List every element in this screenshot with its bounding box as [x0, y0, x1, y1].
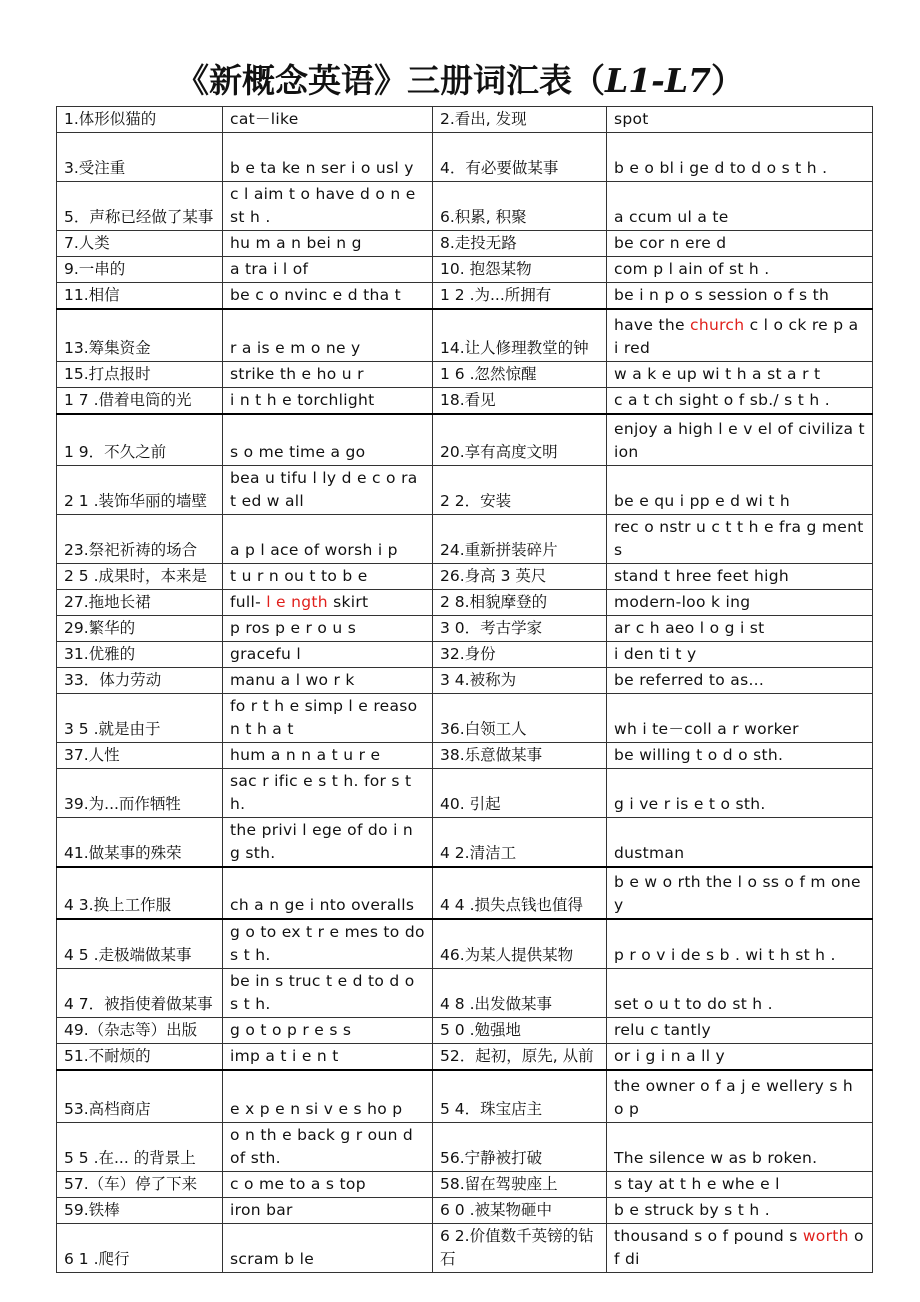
chinese-meaning-cell: 2 5 .成果时，本来是	[57, 564, 223, 590]
chinese-meaning-cell: 33．体力劳动	[57, 668, 223, 694]
english-phrase-cell: a ccum ul a te	[607, 182, 873, 231]
table-row	[57, 231, 873, 257]
table-row	[57, 414, 873, 466]
chinese-meaning-cell: 5 5 .在... 的背景上	[57, 1122, 223, 1171]
chinese-meaning-cell: 32.身份	[433, 642, 607, 668]
phrase-text: full-	[230, 593, 267, 611]
table-row	[57, 133, 873, 182]
title-close-paren: ）	[711, 61, 745, 100]
english-phrase-cell: a tra i l of	[223, 257, 433, 283]
phrase-text: c l o ck re p a i red	[614, 315, 859, 357]
english-phrase-cell: hum a n n a t u r e	[223, 743, 433, 769]
english-phrase-cell: hu m a n bei n g	[223, 231, 433, 257]
chinese-meaning-cell: 4．有必要做某事	[433, 133, 607, 182]
highlighted-word: church	[690, 315, 745, 334]
table-row	[57, 1171, 873, 1197]
chinese-meaning-cell: 6 2.价值数千英镑的钻石	[433, 1223, 607, 1272]
english-phrase-cell: s o me time a go	[223, 414, 433, 466]
title-lesson-range: L1-L7	[604, 61, 712, 100]
english-phrase-cell: com p l ain of st h .	[607, 257, 873, 283]
english-phrase-cell: r a is e m o ne y	[223, 309, 433, 361]
title-text: 《新概念英语》三册词汇表（	[175, 61, 605, 100]
english-phrase-cell: rec o nstr u c t t h e fra g ment s	[607, 515, 873, 564]
english-phrase-cell: e x p e n si v e s ho p	[223, 1070, 433, 1122]
chinese-meaning-cell: 5 0 .勉强地	[433, 1018, 607, 1044]
english-phrase-cell: spot	[607, 107, 873, 133]
table-row	[57, 182, 873, 231]
chinese-meaning-cell: 6 1 .爬行	[57, 1223, 223, 1272]
page-title	[0, 58, 920, 104]
table-row	[57, 668, 873, 694]
english-phrase-cell: or i g i n a ll y	[607, 1044, 873, 1071]
english-phrase-cell: manu a l wo r k	[223, 668, 433, 694]
english-phrase-cell	[607, 309, 873, 361]
english-phrase-cell: wh i te－coll a r worker	[607, 694, 873, 743]
chinese-meaning-cell: 40. 引起	[433, 769, 607, 818]
chinese-meaning-cell: 29.繁华的	[57, 616, 223, 642]
table-row	[57, 590, 873, 616]
chinese-meaning-cell: 6.积累, 积聚	[433, 182, 607, 231]
table-row	[57, 1197, 873, 1223]
chinese-meaning-cell: 11.相信	[57, 283, 223, 310]
english-phrase-cell: be e qu i pp e d wi t h	[607, 466, 873, 515]
english-phrase-cell: fo r t h e simp l e reason t h a t	[223, 694, 433, 743]
chinese-meaning-cell: 58.留在驾驶座上	[433, 1171, 607, 1197]
english-phrase-cell: o n th e back g r oun d of sth.	[223, 1122, 433, 1171]
english-phrase-cell: The silence w as b roken.	[607, 1122, 873, 1171]
english-phrase-cell: p r o v i de s b . wi t h st h .	[607, 919, 873, 969]
table-row	[57, 1223, 873, 1272]
english-phrase-cell: t u r n ou t to b e	[223, 564, 433, 590]
chinese-meaning-cell: 59.铁棒	[57, 1197, 223, 1223]
table-row	[57, 769, 873, 818]
chinese-meaning-cell: 4 7．被指使着做某事	[57, 969, 223, 1018]
chinese-meaning-cell: 5．声称已经做了某事	[57, 182, 223, 231]
english-phrase-cell: dustman	[607, 818, 873, 868]
english-phrase-cell: b e w o rth the l o ss o f m one y	[607, 867, 873, 919]
chinese-meaning-cell: 2 1 .装饰华丽的墙壁	[57, 466, 223, 515]
english-phrase-cell: g i ve r is e t o sth.	[607, 769, 873, 818]
table-row	[57, 694, 873, 743]
english-phrase-cell: scram b le	[223, 1223, 433, 1272]
table-row	[57, 818, 873, 868]
chinese-meaning-cell: 46.为某人提供某物	[433, 919, 607, 969]
chinese-meaning-cell: 23.祭祀祈祷的场合	[57, 515, 223, 564]
table-row	[57, 515, 873, 564]
english-phrase-cell: bea u tifu l ly d e c o ra t ed w all	[223, 466, 433, 515]
english-phrase-cell: set o u t to do st h .	[607, 969, 873, 1018]
chinese-meaning-cell: 1 6 .忽然惊醒	[433, 361, 607, 387]
table-row	[57, 564, 873, 590]
chinese-meaning-cell: 10. 抱怨某物	[433, 257, 607, 283]
chinese-meaning-cell: 20.享有高度文明	[433, 414, 607, 466]
english-phrase-cell: the owner o f a j e wellery s h o p	[607, 1070, 873, 1122]
english-phrase-cell: c o me to a s top	[223, 1171, 433, 1197]
vocabulary-table	[56, 106, 873, 1273]
table-row	[57, 257, 873, 283]
chinese-meaning-cell: 3 5 .就是由于	[57, 694, 223, 743]
chinese-meaning-cell: 13.筹集资金	[57, 309, 223, 361]
chinese-meaning-cell: 1.体形似猫的	[57, 107, 223, 133]
chinese-meaning-cell: 4 4 .损失点钱也值得	[433, 867, 607, 919]
chinese-meaning-cell: 36.白领工人	[433, 694, 607, 743]
english-phrase-cell: i n t h e torchlight	[223, 387, 433, 414]
chinese-meaning-cell: 5 4．珠宝店主	[433, 1070, 607, 1122]
english-phrase-cell: be referred to as...	[607, 668, 873, 694]
highlighted-word: worth	[802, 1226, 849, 1245]
chinese-meaning-cell: 53.高档商店	[57, 1070, 223, 1122]
chinese-meaning-cell: 56.宁静被打破	[433, 1122, 607, 1171]
english-phrase-cell: gracefu l	[223, 642, 433, 668]
chinese-meaning-cell: 57.（车）停了下来	[57, 1171, 223, 1197]
chinese-meaning-cell: 49.（杂志等）出版	[57, 1018, 223, 1044]
chinese-meaning-cell: 4 5 .走极端做某事	[57, 919, 223, 969]
english-phrase-cell: be willing t o d o sth.	[607, 743, 873, 769]
table-row	[57, 1018, 873, 1044]
phrase-text: thousand s o f pound s	[614, 1226, 803, 1245]
english-phrase-cell: strike th e ho u r	[223, 361, 433, 387]
chinese-meaning-cell: 27.拖地长裙	[57, 590, 223, 616]
table-row	[57, 969, 873, 1018]
english-phrase-cell	[607, 1223, 873, 1272]
chinese-meaning-cell: 7.人类	[57, 231, 223, 257]
english-phrase-cell: relu c tantly	[607, 1018, 873, 1044]
english-phrase-cell: enjoy a high l e v el of civiliza t ion	[607, 414, 873, 466]
phrase-text: have the	[614, 315, 691, 334]
phrase-text: of di	[614, 1226, 864, 1268]
english-phrase-cell: be i n p o s session o f s th	[607, 283, 873, 310]
chinese-meaning-cell: 2 8.相貌摩登的	[433, 590, 607, 616]
english-phrase-cell: modern-loo k ing	[607, 590, 873, 616]
chinese-meaning-cell: 15.打点报时	[57, 361, 223, 387]
english-phrase-cell: sac r ific e s t h. for s th.	[223, 769, 433, 818]
english-phrase-cell: cat－like	[223, 107, 433, 133]
chinese-meaning-cell: 4 3.换上工作服	[57, 867, 223, 919]
english-phrase-cell: ar c h aeo l o g i st	[607, 616, 873, 642]
chinese-meaning-cell: 18.看见	[433, 387, 607, 414]
english-phrase-cell: b e struck by s t h .	[607, 1197, 873, 1223]
table-row	[57, 387, 873, 414]
chinese-meaning-cell: 1 2 .为...所拥有	[433, 283, 607, 310]
english-phrase-cell: the privi l ege of do i n g sth.	[223, 818, 433, 868]
table-row	[57, 361, 873, 387]
table-row	[57, 743, 873, 769]
chinese-meaning-cell: 31.优雅的	[57, 642, 223, 668]
english-phrase-cell: stand t hree feet high	[607, 564, 873, 590]
chinese-meaning-cell: 52．起初，原先, 从前	[433, 1044, 607, 1071]
english-phrase-cell: b e o bl i ge d to d o s t h .	[607, 133, 873, 182]
chinese-meaning-cell: 3.受注重	[57, 133, 223, 182]
chinese-meaning-cell: 2.看出, 发现	[433, 107, 607, 133]
chinese-meaning-cell: 51.不耐烦的	[57, 1044, 223, 1071]
chinese-meaning-cell: 14.让人修理教堂的钟	[433, 309, 607, 361]
chinese-meaning-cell: 2 2．安装	[433, 466, 607, 515]
chinese-meaning-cell: 1 7 .借着电筒的光	[57, 387, 223, 414]
chinese-meaning-cell: 1 9．不久之前	[57, 414, 223, 466]
english-phrase-cell	[223, 590, 433, 616]
english-phrase-cell: s tay at t h e whe e l	[607, 1171, 873, 1197]
phrase-text: skirt	[327, 593, 369, 611]
highlighted-word: l e ngth	[266, 593, 328, 611]
chinese-meaning-cell: 37.人性	[57, 743, 223, 769]
table-row	[57, 107, 873, 133]
chinese-meaning-cell: 38.乐意做某事	[433, 743, 607, 769]
table-row	[57, 642, 873, 668]
english-phrase-cell: b e ta ke n ser i o usl y	[223, 133, 433, 182]
english-phrase-cell: a p l ace of worsh i p	[223, 515, 433, 564]
table-row	[57, 867, 873, 919]
english-phrase-cell: w a k e up wi t h a st a r t	[607, 361, 873, 387]
chinese-meaning-cell: 39.为...而作牺牲	[57, 769, 223, 818]
english-phrase-cell: i den ti t y	[607, 642, 873, 668]
table-row	[57, 616, 873, 642]
english-phrase-cell: be in s truc t e d to d o s t h.	[223, 969, 433, 1018]
chinese-meaning-cell: 26.身高 3 英尺	[433, 564, 607, 590]
english-phrase-cell: be cor n ere d	[607, 231, 873, 257]
english-phrase-cell: ch a n ge i nto overalls	[223, 867, 433, 919]
table-row	[57, 1122, 873, 1171]
english-phrase-cell: imp a t i e n t	[223, 1044, 433, 1071]
table-row	[57, 919, 873, 969]
english-phrase-cell: be c o nvinc e d tha t	[223, 283, 433, 310]
table-row	[57, 1044, 873, 1071]
chinese-meaning-cell: 3 0．考古学家	[433, 616, 607, 642]
chinese-meaning-cell: 4 8 .出发做某事	[433, 969, 607, 1018]
table-row	[57, 309, 873, 361]
table-row	[57, 1070, 873, 1122]
chinese-meaning-cell: 4 2.清洁工	[433, 818, 607, 868]
chinese-meaning-cell: 9.一串的	[57, 257, 223, 283]
english-phrase-cell: iron bar	[223, 1197, 433, 1223]
english-phrase-cell: p ros p e r o u s	[223, 616, 433, 642]
chinese-meaning-cell: 41.做某事的殊荣	[57, 818, 223, 868]
english-phrase-cell: g o t o p r e s s	[223, 1018, 433, 1044]
chinese-meaning-cell: 8.走投无路	[433, 231, 607, 257]
english-phrase-cell: g o to ex t r e mes to do s t h.	[223, 919, 433, 969]
chinese-meaning-cell: 6 0 .被某物砸中	[433, 1197, 607, 1223]
table-row	[57, 283, 873, 310]
english-phrase-cell: c l aim t o have d o n e st h .	[223, 182, 433, 231]
english-phrase-cell: c a t ch sight o f sb./ s t h .	[607, 387, 873, 414]
chinese-meaning-cell: 24.重新拼装碎片	[433, 515, 607, 564]
table-row	[57, 466, 873, 515]
chinese-meaning-cell: 3 4.被称为	[433, 668, 607, 694]
